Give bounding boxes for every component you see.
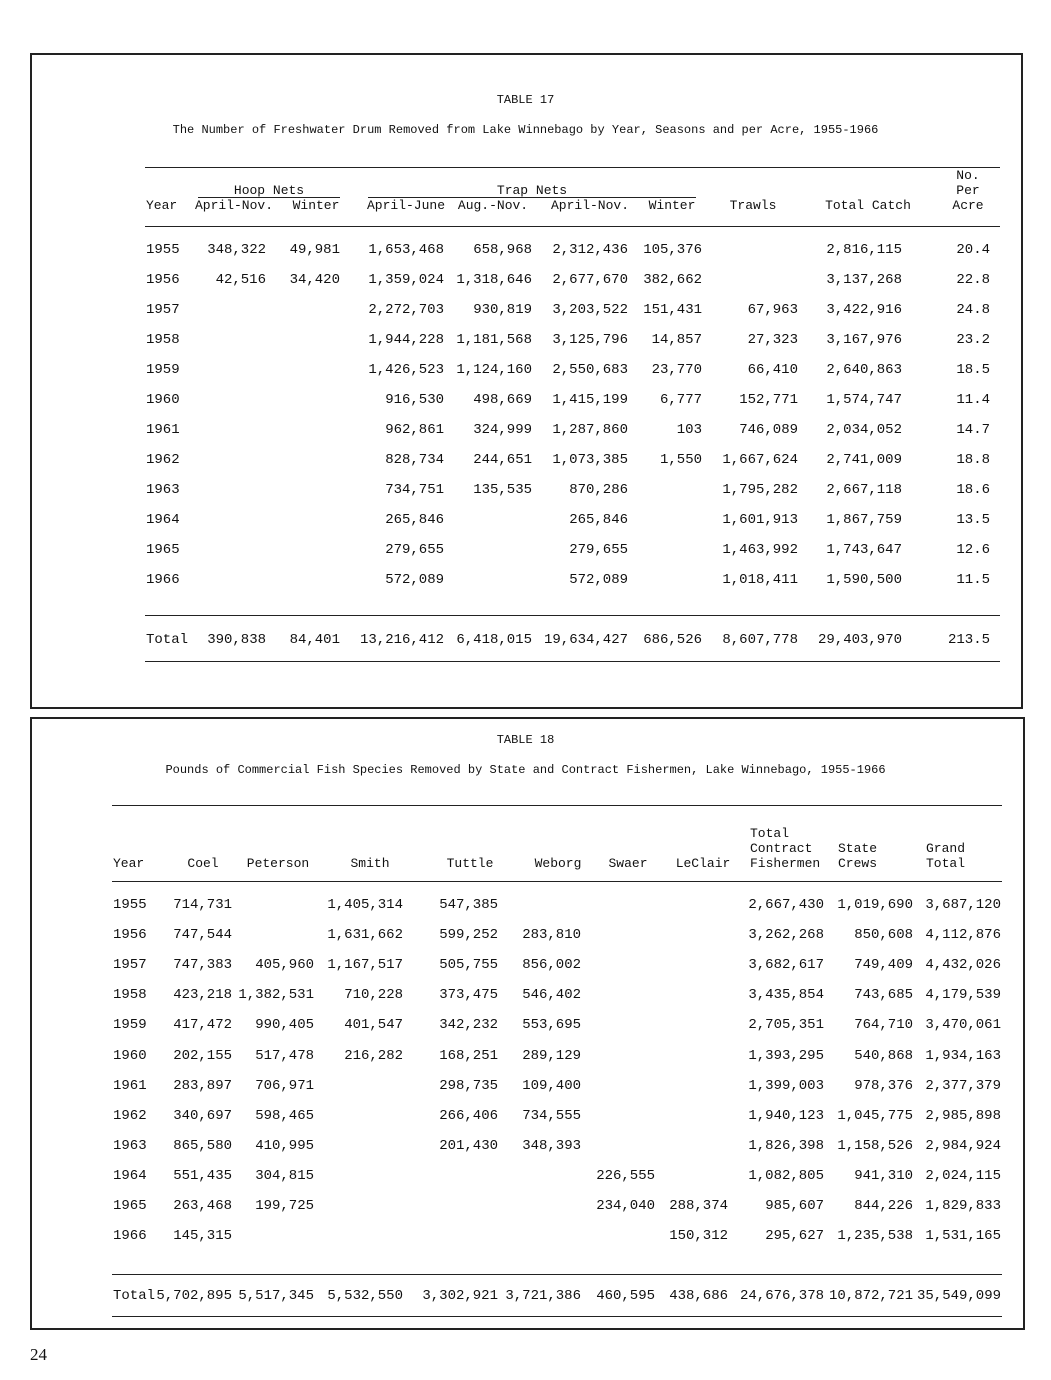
- data-cell: 658,968: [473, 242, 532, 258]
- data-cell: 14,857: [651, 332, 702, 348]
- data-cell: 916,530: [385, 392, 444, 408]
- trap-nets-group-header: Trap Nets: [496, 183, 568, 198]
- data-cell: 865,580: [173, 1137, 232, 1154]
- data-cell: 1,382,531: [238, 987, 314, 1004]
- year-cell: 1963: [113, 1137, 147, 1154]
- year-cell: 1957: [146, 302, 180, 318]
- data-cell: 1,867,759: [826, 512, 902, 528]
- year-cell: 1956: [113, 927, 147, 944]
- total-cell: 3,302,921: [422, 1288, 498, 1304]
- data-cell: 4,432,026: [925, 957, 1001, 974]
- total-cell: 460,595: [596, 1288, 655, 1304]
- data-cell: 14.7: [956, 422, 990, 438]
- year-cell: 1964: [113, 1167, 147, 1184]
- column-header: Total: [926, 856, 966, 871]
- table-18-total-rule: [112, 1274, 1002, 1275]
- total-cell: 5,532,550: [327, 1288, 403, 1304]
- data-cell: 3,125,796: [552, 332, 628, 348]
- column-header: Tuttle: [446, 856, 494, 871]
- data-cell: 828,734: [385, 452, 444, 468]
- column-header: Winter: [292, 198, 340, 213]
- data-cell: 746,089: [739, 422, 798, 438]
- data-cell: 201,430: [439, 1137, 498, 1154]
- total-cell: 438,686: [669, 1288, 728, 1304]
- column-header: Weborg: [534, 856, 582, 871]
- table-17-bottom-rule: [145, 661, 1000, 662]
- total-cell: 3,721,386: [505, 1288, 581, 1304]
- data-cell: 265,846: [385, 512, 444, 528]
- total-cell: 35,549,099: [916, 1288, 1001, 1304]
- column-header: Year: [146, 198, 178, 213]
- data-cell: 1,082,805: [748, 1167, 824, 1184]
- data-cell: 856,002: [522, 957, 581, 974]
- total-label: Total: [113, 1288, 156, 1304]
- data-cell: 1,181,568: [456, 332, 532, 348]
- data-cell: 1,359,024: [368, 272, 444, 288]
- total-cell: 5,702,895: [156, 1288, 232, 1304]
- data-cell: 1,124,160: [456, 362, 532, 378]
- data-cell: 3,167,976: [826, 332, 902, 348]
- data-cell: 288,374: [669, 1198, 728, 1214]
- data-cell: 152,771: [739, 392, 798, 408]
- data-cell: 283,897: [173, 1077, 232, 1094]
- data-cell: 1,235,538: [837, 1228, 913, 1245]
- data-cell: 498,669: [473, 392, 532, 408]
- data-cell: 151,431: [643, 302, 702, 318]
- data-cell: 263,468: [173, 1198, 232, 1214]
- data-cell: 3,687,120: [925, 897, 1001, 913]
- data-cell: 295,627: [765, 1228, 824, 1245]
- data-cell: 2,272,703: [368, 302, 444, 318]
- data-cell: 168,251: [439, 1047, 498, 1064]
- data-cell: 1,019,690: [837, 897, 913, 913]
- data-cell: 42,516: [215, 272, 266, 288]
- data-cell: 226,555: [596, 1167, 655, 1184]
- data-cell: 283,810: [522, 927, 581, 944]
- column-header: Aug.-Nov.: [457, 198, 529, 213]
- data-cell: 2,034,052: [826, 422, 902, 438]
- table-18-label: TABLE 18: [496, 733, 555, 747]
- total-cell: 213.5: [947, 632, 990, 648]
- column-header: No.: [956, 168, 980, 183]
- data-cell: 66,410: [747, 362, 798, 378]
- data-cell: 1,667,624: [722, 452, 798, 468]
- table-17-total-rule: [145, 615, 1000, 616]
- data-cell: 747,383: [173, 957, 232, 974]
- table-17-title: The Number of Freshwater Drum Removed from Lake Winnebago by Year, Seasons and per Acre, 1955-1966: [172, 123, 879, 137]
- data-cell: 11.4: [956, 392, 990, 408]
- column-header: April-Nov.: [550, 198, 629, 213]
- data-cell: 2,640,863: [826, 362, 902, 378]
- data-cell: 3,422,916: [826, 302, 902, 318]
- data-cell: 4,112,876: [925, 927, 1001, 944]
- total-cell: 8,607,778: [722, 632, 798, 648]
- column-header: April-Nov.: [194, 198, 273, 213]
- total-cell: 686,526: [643, 632, 702, 648]
- data-cell: 1,743,647: [826, 542, 902, 558]
- data-cell: 342,232: [439, 1017, 498, 1034]
- data-cell: 34,420: [289, 272, 340, 288]
- total-label: Total: [146, 632, 189, 648]
- column-header: Total Catch: [825, 198, 911, 213]
- table-17-top-rule: [145, 167, 1000, 168]
- data-cell: 1,463,992: [722, 542, 798, 558]
- data-cell: 324,999: [473, 422, 532, 438]
- year-cell: 1965: [146, 542, 180, 558]
- table-18-header-rule: [112, 881, 1002, 882]
- data-cell: 1,167,517: [327, 957, 403, 974]
- data-cell: 145,315: [173, 1228, 232, 1245]
- data-cell: 216,282: [344, 1047, 403, 1064]
- data-cell: 553,695: [522, 1017, 581, 1034]
- total-cell: 5,517,345: [238, 1288, 314, 1304]
- data-cell: 2,741,009: [826, 452, 902, 468]
- total-cell: 29,403,970: [817, 632, 902, 648]
- data-cell: 202,155: [173, 1047, 232, 1064]
- data-cell: 11.5: [956, 572, 990, 588]
- data-cell: 289,129: [522, 1047, 581, 1064]
- data-cell: 135,535: [473, 482, 532, 498]
- data-cell: 1,426,523: [368, 362, 444, 378]
- data-cell: 930,819: [473, 302, 532, 318]
- data-cell: 2,667,118: [826, 482, 902, 498]
- year-cell: 1961: [146, 422, 180, 438]
- data-cell: 348,393: [522, 1137, 581, 1154]
- data-cell: 1,631,662: [327, 927, 403, 944]
- data-cell: 1,934,163: [925, 1047, 1001, 1064]
- total-cell: 13,216,412: [359, 632, 444, 648]
- year-cell: 1961: [113, 1077, 147, 1094]
- data-cell: 517,478: [255, 1047, 314, 1064]
- data-cell: 743,685: [854, 987, 913, 1004]
- year-cell: 1957: [113, 957, 147, 974]
- data-cell: 49,981: [289, 242, 340, 258]
- data-cell: 1,601,913: [722, 512, 798, 528]
- data-cell: 764,710: [854, 1017, 913, 1034]
- data-cell: 405,960: [255, 957, 314, 974]
- data-cell: 348,322: [207, 242, 266, 258]
- year-cell: 1966: [146, 572, 180, 588]
- data-cell: 1,550: [659, 452, 702, 468]
- data-cell: 990,405: [255, 1017, 314, 1034]
- column-header: Trawls: [729, 198, 777, 213]
- data-cell: 4,179,539: [925, 987, 1001, 1004]
- column-header: Per: [956, 183, 980, 198]
- data-cell: 2,024,115: [925, 1167, 1001, 1184]
- data-cell: 3,262,268: [748, 927, 824, 944]
- data-cell: 747,544: [173, 927, 232, 944]
- data-cell: 401,547: [344, 1017, 403, 1034]
- data-cell: 199,725: [255, 1198, 314, 1214]
- data-cell: 1,415,199: [552, 392, 628, 408]
- data-cell: 340,697: [173, 1107, 232, 1124]
- year-cell: 1965: [113, 1198, 147, 1214]
- data-cell: 1,393,295: [748, 1047, 824, 1064]
- data-cell: 706,971: [255, 1077, 314, 1094]
- data-cell: 1,590,500: [826, 572, 902, 588]
- column-header: State: [838, 841, 878, 856]
- data-cell: 24.8: [956, 302, 990, 318]
- data-cell: 1,045,775: [837, 1107, 913, 1124]
- data-cell: 2,816,115: [826, 242, 902, 258]
- data-cell: 22.8: [956, 272, 990, 288]
- data-cell: 417,472: [173, 1017, 232, 1034]
- data-cell: 870,286: [569, 482, 628, 498]
- data-cell: 27,323: [747, 332, 798, 348]
- data-cell: 850,608: [854, 927, 913, 944]
- year-cell: 1966: [113, 1228, 147, 1245]
- column-header: Total: [750, 826, 790, 841]
- data-cell: 67,963: [747, 302, 798, 318]
- data-cell: 710,228: [344, 987, 403, 1004]
- data-cell: 6,777: [659, 392, 702, 408]
- data-cell: 298,735: [439, 1077, 498, 1094]
- data-cell: 105,376: [643, 242, 702, 258]
- data-cell: 20.4: [956, 242, 990, 258]
- column-header: Winter: [648, 198, 696, 213]
- column-header: Year: [113, 856, 145, 871]
- data-cell: 266,406: [439, 1107, 498, 1124]
- data-cell: 1,940,123: [748, 1107, 824, 1124]
- table-18-title: Pounds of Commercial Fish Species Removed by State and Contract Fishermen, Lake Winnebago, 1955-1966: [165, 763, 886, 777]
- data-cell: 3,137,268: [826, 272, 902, 288]
- year-cell: 1962: [146, 452, 180, 468]
- year-cell: 1955: [113, 897, 147, 913]
- data-cell: 547,385: [439, 897, 498, 913]
- data-cell: 1,399,003: [748, 1077, 824, 1094]
- year-cell: 1960: [113, 1047, 147, 1064]
- data-cell: 2,667,430: [748, 897, 824, 913]
- table-18-top-rule: [112, 805, 1002, 806]
- data-cell: 265,846: [569, 512, 628, 528]
- data-cell: 3,435,854: [748, 987, 824, 1004]
- data-cell: 1,018,411: [722, 572, 798, 588]
- data-cell: 3,682,617: [748, 957, 824, 974]
- data-cell: 546,402: [522, 987, 581, 1004]
- data-cell: 572,089: [569, 572, 628, 588]
- data-cell: 572,089: [385, 572, 444, 588]
- data-cell: 540,868: [854, 1047, 913, 1064]
- data-cell: 1,826,398: [748, 1137, 824, 1154]
- column-header: April-June: [366, 198, 445, 213]
- data-cell: 844,226: [854, 1198, 913, 1214]
- column-header: Crews: [838, 856, 878, 871]
- data-cell: 941,310: [854, 1167, 913, 1184]
- data-cell: 1,531,165: [925, 1228, 1001, 1245]
- data-cell: 978,376: [854, 1077, 913, 1094]
- table-17-label: TABLE 17: [496, 93, 555, 107]
- column-header: Fishermen: [750, 856, 821, 871]
- data-cell: 23.2: [956, 332, 990, 348]
- column-header: LeClair: [675, 856, 731, 871]
- column-header: Peterson: [246, 856, 310, 871]
- column-header: Acre: [952, 198, 984, 213]
- data-cell: 1,829,833: [925, 1198, 1001, 1214]
- year-cell: 1964: [146, 512, 180, 528]
- data-cell: 3,470,061: [925, 1017, 1001, 1034]
- column-header: Contract: [750, 841, 813, 856]
- year-cell: 1963: [146, 482, 180, 498]
- data-cell: 2,677,670: [552, 272, 628, 288]
- year-cell: 1958: [113, 987, 147, 1004]
- year-cell: 1959: [113, 1017, 147, 1034]
- column-header: Grand: [926, 841, 966, 856]
- data-cell: 505,755: [439, 957, 498, 974]
- data-cell: 714,731: [173, 897, 232, 913]
- hoop-nets-group-header: Hoop Nets: [233, 183, 305, 198]
- year-cell: 1962: [113, 1107, 147, 1124]
- year-cell: 1960: [146, 392, 180, 408]
- data-cell: 1,405,314: [327, 897, 403, 913]
- data-cell: 13.5: [956, 512, 990, 528]
- data-cell: 1,653,468: [368, 242, 444, 258]
- data-cell: 234,040: [596, 1198, 655, 1214]
- table-17-frame: [30, 53, 1023, 709]
- data-cell: 410,995: [255, 1137, 314, 1154]
- column-header: Coel: [187, 856, 219, 871]
- column-header: Swaer: [608, 856, 648, 871]
- data-cell: 598,465: [255, 1107, 314, 1124]
- data-cell: 1,287,860: [552, 422, 628, 438]
- data-cell: 373,475: [439, 987, 498, 1004]
- data-cell: 2,985,898: [925, 1107, 1001, 1124]
- data-cell: 1,158,526: [837, 1137, 913, 1154]
- data-cell: 23,770: [651, 362, 702, 378]
- data-cell: 103: [676, 422, 702, 438]
- total-cell: 390,838: [207, 632, 266, 648]
- data-cell: 279,655: [385, 542, 444, 558]
- data-cell: 1,073,385: [552, 452, 628, 468]
- data-cell: 1,795,282: [722, 482, 798, 498]
- data-cell: 18.5: [956, 362, 990, 378]
- data-cell: 382,662: [643, 272, 702, 288]
- data-cell: 1,944,228: [368, 332, 444, 348]
- total-cell: 6,418,015: [456, 632, 532, 648]
- data-cell: 423,218: [173, 987, 232, 1004]
- data-cell: 1,318,646: [456, 272, 532, 288]
- data-cell: 2,984,924: [925, 1137, 1001, 1154]
- total-cell: 84,401: [289, 632, 340, 648]
- page-number: 24: [30, 1345, 47, 1364]
- table-18-bottom-rule: [112, 1316, 1002, 1317]
- data-cell: 749,409: [854, 957, 913, 974]
- data-cell: 3,203,522: [552, 302, 628, 318]
- data-cell: 2,550,683: [552, 362, 628, 378]
- data-cell: 962,861: [385, 422, 444, 438]
- data-cell: 985,607: [765, 1198, 824, 1214]
- year-cell: 1956: [146, 272, 180, 288]
- data-cell: 109,400: [522, 1077, 581, 1094]
- total-cell: 19,634,427: [543, 632, 628, 648]
- data-cell: 279,655: [569, 542, 628, 558]
- table-17-header-rule: [145, 226, 1000, 227]
- total-cell: 24,676,378: [739, 1288, 824, 1304]
- data-cell: 244,651: [473, 452, 532, 468]
- data-cell: 599,252: [439, 927, 498, 944]
- data-cell: 734,751: [385, 482, 444, 498]
- total-cell: 10,872,721: [828, 1288, 913, 1304]
- data-cell: 2,705,351: [748, 1017, 824, 1034]
- data-cell: 2,312,436: [552, 242, 628, 258]
- data-cell: 150,312: [669, 1228, 728, 1245]
- data-cell: 18.8: [956, 452, 990, 468]
- year-cell: 1955: [146, 242, 180, 258]
- data-cell: 12.6: [956, 542, 990, 558]
- column-header: Smith: [350, 856, 390, 871]
- data-cell: 18.6: [956, 482, 990, 498]
- year-cell: 1958: [146, 332, 180, 348]
- data-cell: 304,815: [255, 1167, 314, 1184]
- year-cell: 1959: [146, 362, 180, 378]
- data-cell: 1,574,747: [826, 392, 902, 408]
- data-cell: 2,377,379: [925, 1077, 1001, 1094]
- data-cell: 734,555: [522, 1107, 581, 1124]
- data-cell: 551,435: [173, 1167, 232, 1184]
